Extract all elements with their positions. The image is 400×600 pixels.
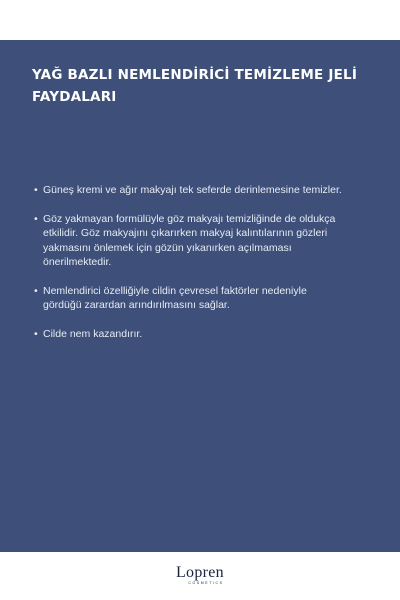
benefit-item-2 xyxy=(34,212,379,270)
page-title xyxy=(32,64,372,108)
info-panel xyxy=(0,40,400,552)
brand-logo xyxy=(0,565,400,586)
title-line-2: FAYDALARI xyxy=(32,89,117,105)
bullet-icon: • xyxy=(34,212,38,225)
bullet-icon: • xyxy=(34,284,38,297)
benefit-4-line-1: Cilde nem kazandırır. xyxy=(43,327,143,340)
benefit-2-line-4: önerilmektedir. xyxy=(43,256,112,268)
benefit-2-line-3: yakmasını önlemek için gözün yıkanırken açılmaması xyxy=(43,241,292,254)
benefit-item-1 xyxy=(34,183,379,198)
benefit-2-line-2: etkilidir. Göz makyajını çıkarırken makyaj kalıntılarının gözleri xyxy=(43,227,328,239)
bullet-icon: • xyxy=(34,184,38,196)
benefit-1-line-1: Güneş kremi ve ağır makyajı tek seferde derinlemesine temizler. xyxy=(43,184,342,196)
benefit-3-line-2: gördüğü zarardan arındırılmasını sağlar. xyxy=(43,299,230,311)
benefit-item-3 xyxy=(34,284,379,313)
title-line-1: YAĞ BAZLI NEMLENDİRİCİ TEMİZLEME JELİ xyxy=(32,67,358,83)
benefits-list xyxy=(34,183,379,355)
benefit-item-4 xyxy=(34,327,379,342)
footer xyxy=(0,552,400,600)
bullet-icon: • xyxy=(34,327,38,340)
brand-subtitle: COSMETICS xyxy=(188,581,224,585)
brand-name: Lopren xyxy=(175,564,224,581)
benefit-2-line-1: Göz yakmayan formülüyle göz makyajı temizliğinde de oldukça xyxy=(43,212,336,225)
benefit-3-line-1: Nemlendirici özelliğiyle cildin çevresel faktörler nedeniyle xyxy=(43,284,307,297)
